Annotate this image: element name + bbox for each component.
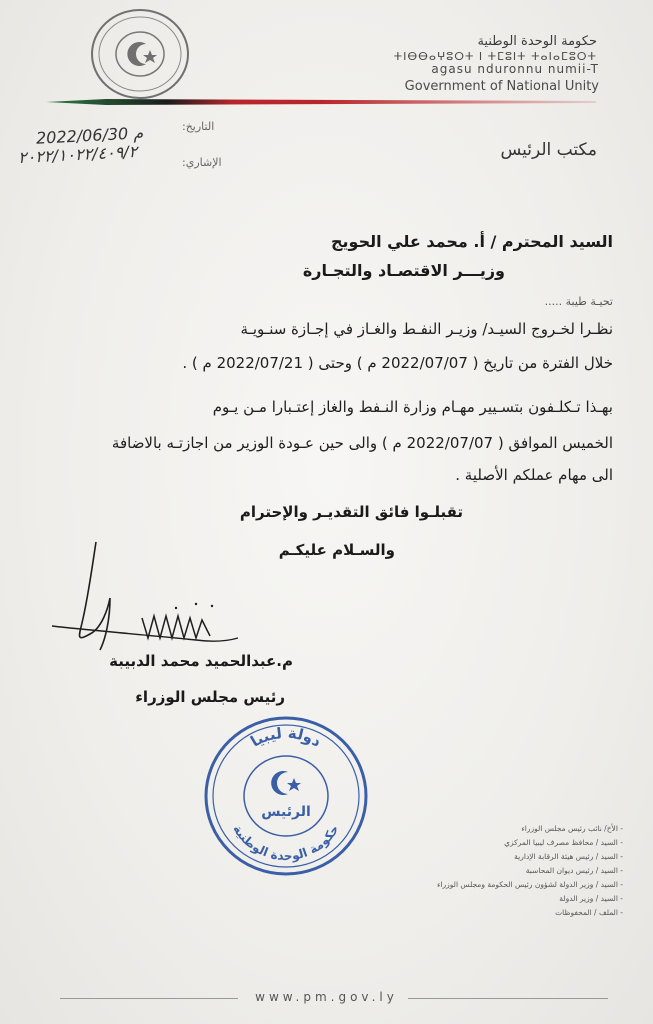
distribution-item: - السيد / محافظ مصرف ليبيا المركزي <box>504 838 623 847</box>
paragraph-line: الى مهام عملكم الأصلية . <box>455 466 613 484</box>
signer-name: م.عبدالحميد محمد الدبيبة <box>109 652 293 670</box>
office-title: مكتب الرئيس <box>500 140 597 160</box>
reference-value: ٢٠٢٢/١٠٢٢/٤٠٩/٢ <box>17 141 138 168</box>
government-name-english: Government of National Unity <box>404 79 599 94</box>
date-value: 2022/06/30 م <box>35 123 144 148</box>
signer-title: رئيس مجلس الوزراء <box>135 688 285 706</box>
government-name-tifinagh: ⵜⵏⴱⴱⴰⵖⵓⵔⵜ ⵏ ⵜⵎⵓⵏⵜ ⵜⴰⵏⴰⵎⵓⵔⵜ <box>393 50 597 63</box>
government-emblem-icon <box>88 6 192 102</box>
crescent-icon <box>271 771 288 795</box>
star-icon <box>287 778 301 791</box>
addressee: السيد المحترم / أ. محمد علي الحويج <box>331 232 613 251</box>
distribution-item: - الأخ/ نائب رئيس مجلس الوزراء <box>521 824 623 833</box>
distribution-item: - السيد / وزير الدولة لشؤون رئيس الحكومة ومجلس الوزراء <box>436 880 623 889</box>
stamp-center-text: الرئيس <box>261 804 311 820</box>
distribution-item: - السيد / رئيس ديوان المحاسبة <box>525 866 623 875</box>
svg-text:حكومة الوحدة الوطنية <box>230 822 341 863</box>
stamp-bottom-text: حكومة الوحدة الوطنية <box>230 822 342 864</box>
distribution-item: - الملف / المحفوظات <box>555 908 623 917</box>
salutation: والسـلام عليكـم <box>278 541 395 559</box>
paragraph-line: الخميس الموافق ( 2022/07/07 م ) والى حين عـودة الوزير من اجازتـه بالاضافة <box>111 434 613 452</box>
addressee-title: وزيـــر الاقتصـاد والتجـارة <box>302 261 505 280</box>
paragraph-line: خلال الفترة من تاريخ ( 2022/07/07 م ) وحتى ( 2022/07/21 م ) . <box>182 354 613 372</box>
government-name-amazigh: agasu nduronnu numii-T <box>431 62 599 76</box>
distribution-item: - السيد / وزير الدولة <box>559 894 623 903</box>
signature <box>46 538 246 658</box>
svg-text:دولة ليبيا <box>247 724 324 751</box>
official-stamp <box>200 712 372 880</box>
date-label: التاريخ: <box>182 120 215 133</box>
closing: تقبلـوا فائق التقديـر والإحترام <box>239 503 463 521</box>
footer-website: www.pm.gov.ly <box>255 990 398 1004</box>
flag-divider <box>46 99 596 105</box>
reference-label: الإشاري: <box>182 156 222 169</box>
stamp-top-text: دولة ليبيا <box>247 723 325 751</box>
greeting: تحيـة طيبة ..... <box>544 295 613 308</box>
distribution-item: - السيد / رئيس هيئة الرقابة الإدارية <box>514 852 623 861</box>
paragraph-line: بهـذا تـكلـفون بتسـيير مهـام وزارة النـفط والغاز إعتـبارا مـن يـوم <box>212 398 613 416</box>
government-name-arabic: حكومة الوحدة الوطنية <box>477 34 597 49</box>
paragraph-line: نظـرا لخـروج السيـد/ وزيـر النفـط والغـاز في إجـازة سنـويـة <box>240 320 613 338</box>
